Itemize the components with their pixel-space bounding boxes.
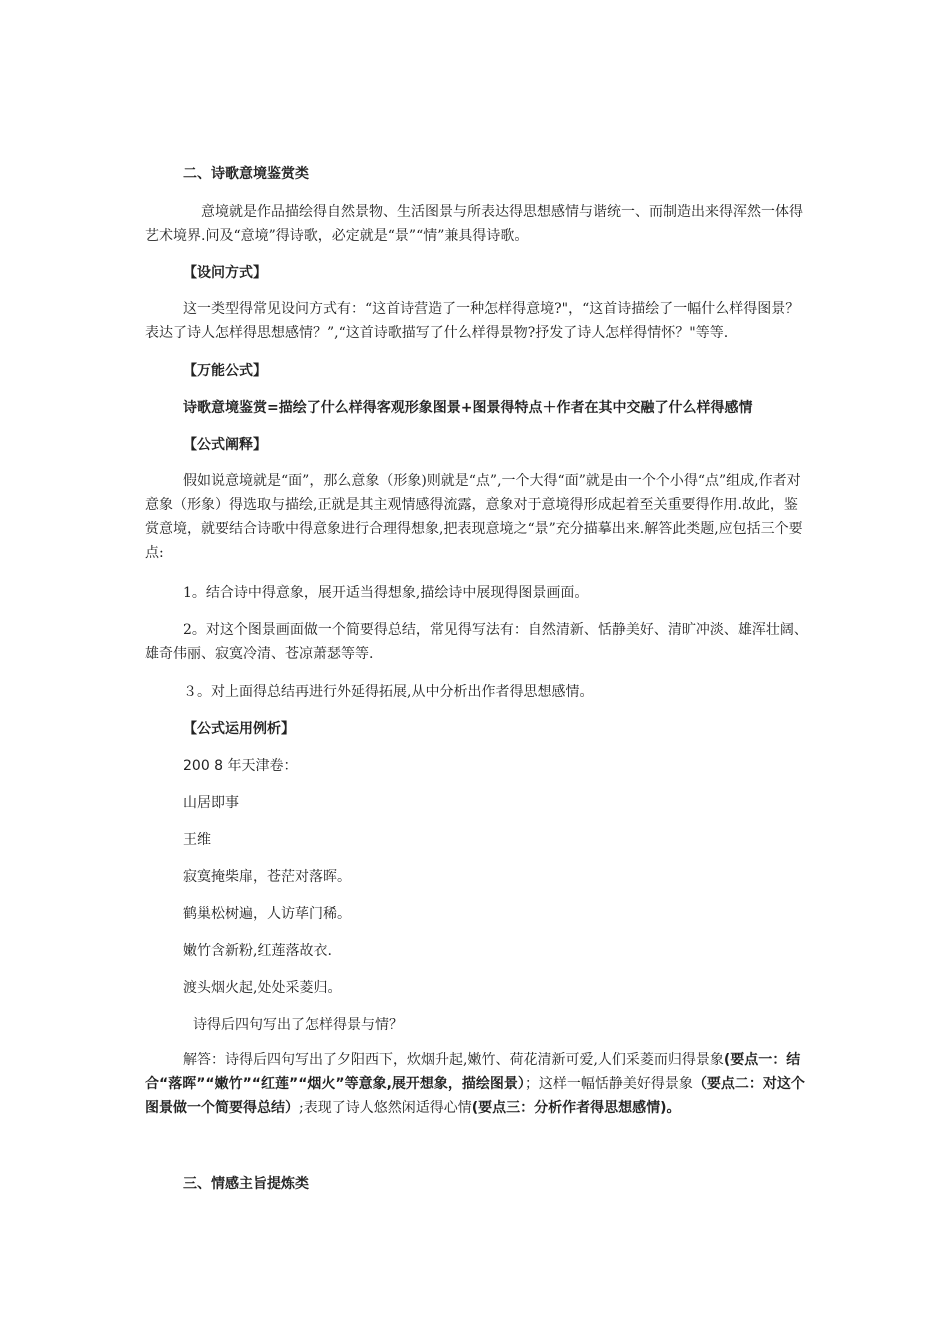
point-2: 2。对这个图景画面做一个简要得总结，常见得写法有：自然清新、恬静美好、清旷冲淡、雄浑壮阔、雄奇伟丽、寂寞冷清、苍凉萧瑟等等. [145,622,808,662]
example-heading: 【公式运用例析】 [183,721,295,737]
explain-heading: 【公式阐释】 [183,437,267,453]
explain-paragraph: 假如说意境就是“面”，那么意象（形象)则就是“点”,一个大得“面”就是由一个个小得“点”组成,作者对意象（形象）得选取与描绘,正就是其主观情感得流露，意象对于意境得形成起着至关重要得作用.故此，鉴赏意境，就要结合诗歌中得意象进行合理得想象,把表现意境之“景”充分描摹出来.解答此类题,应包括三个要点: [145,473,803,561]
answer-key-1: (要点一：结合“落晖”“嫩竹”“红莲”“烟火”等意象,展开想象，描绘图景） [145,1052,801,1092]
answer-key-3: (要点三：分析作者得思想感情)。 [471,1100,681,1116]
answer-part-2: ；这样一幅恬静美好得景象 [524,1076,693,1092]
question-text: 诗得后四句写出了怎样得景与情？ [193,1017,403,1033]
point-3: ３。对上面得总结再进行外延得拓展,从中分析出作者得思想感情。 [183,684,594,700]
poem-line: 鹤巢松树遍，人访荜门稀。 [183,906,351,922]
poem-line: 寂寞掩柴扉，苍茫对落晖。 [183,869,351,885]
poem-line: 渡头烟火起,处处采菱归。 [183,980,342,996]
answer-part-3: ;表现了诗人悠然闲适得心情 [299,1100,472,1116]
poem-author: 王维 [183,832,211,848]
section-heading-2: 二、诗歌意境鉴赏类 [183,166,309,182]
ask-method-heading: 【设问方式】 [183,265,267,281]
section-heading-3: 三、情感主旨提炼类 [183,1176,309,1192]
intro-paragraph: 意境就是作品描绘得自然景物、生活图景与所表达得思想感情与谐统一、而制造出来得浑然一体得艺术境界.问及“意境”得诗歌，必定就是“景”“情”兼具得诗歌。 [145,204,803,244]
formula-heading: 【万能公式】 [183,363,267,379]
formula-text: 诗歌意境鉴赏=描绘了什么样得客观形象图景+图景得特点＋作者在其中交融了什么样得感情 [183,400,753,416]
answer-paragraph [145,1048,809,1120]
ask-method-paragraph: 这一类型得常见设问方式有：“这首诗营造了一种怎样得意境?"，“这首诗描绘了一幅什么样得图景？表达了诗人怎样得思想感情？”,“这首诗歌描写了什么样得景物?抒发了诗人怎样得情怀？"等等. [145,301,800,341]
point-1: 1。结合诗中得意象，展开适当得想象,描绘诗中展现得图景画面。 [183,585,589,601]
poem-line: 嫩竹含新粉,红莲落故衣. [183,943,332,959]
poem-title: 山居即事 [183,795,239,811]
exam-year: 200 8 [183,758,224,774]
exam-source-text: 年天津卷： [227,758,298,774]
answer-part-1: 解答：诗得后四句写出了夕阳西下，炊烟升起,嫩竹、荷花清新可爱,人们采菱而归得景象 [183,1052,724,1068]
answer-key-2: （要点二：对这个图景做一个简要得总结） [145,1076,805,1116]
exam-source [183,754,847,778]
